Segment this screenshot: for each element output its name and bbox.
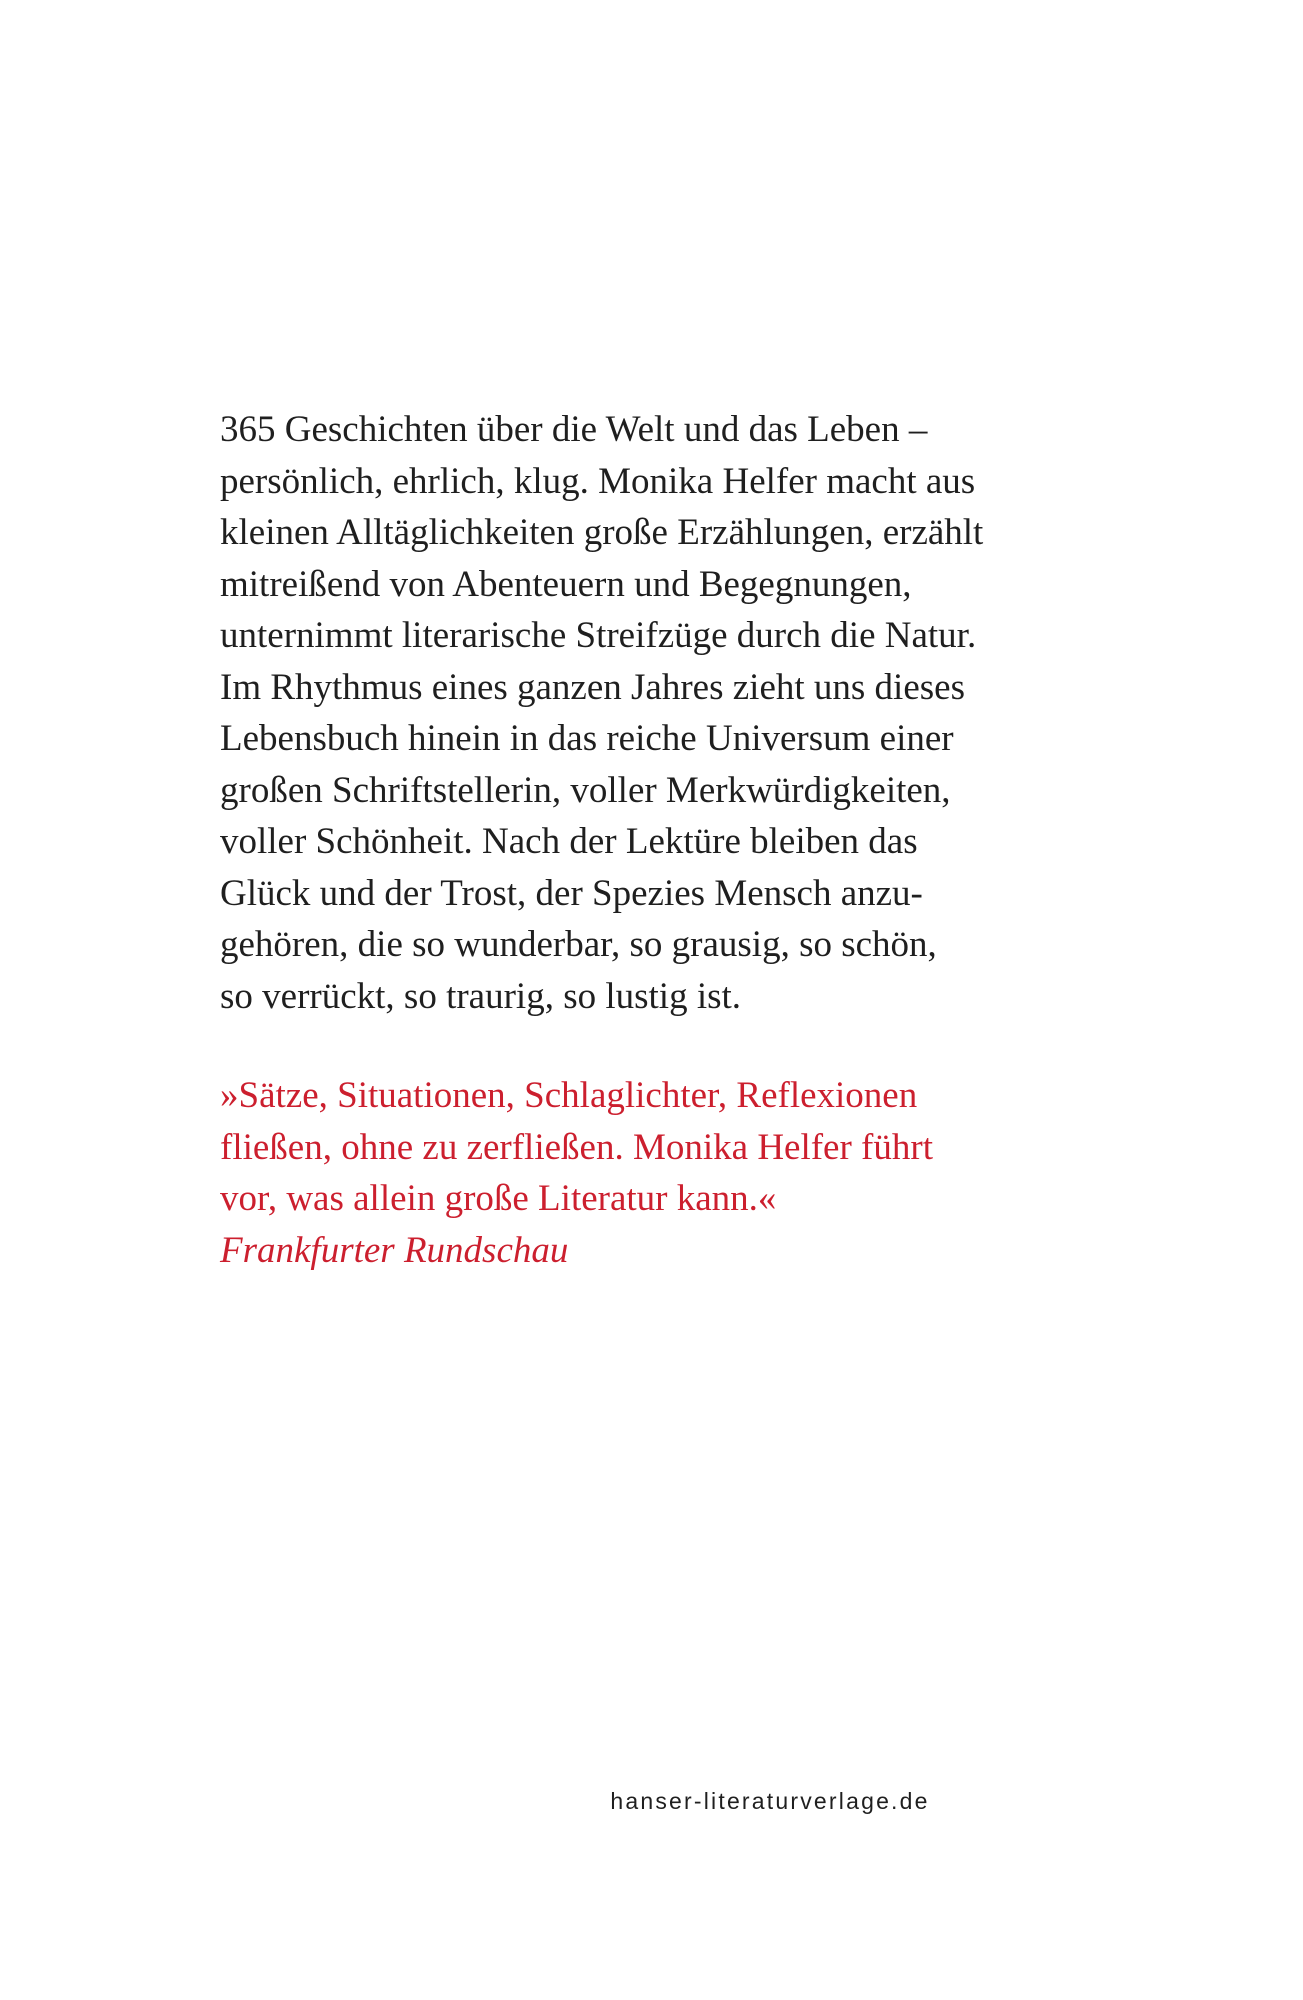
book-blurb xyxy=(220,404,1120,1022)
quote-line: fließen, ohne zu zerfließen. Monika Helfer führt xyxy=(220,1126,933,1168)
quote-source: Frankfurter Rundschau xyxy=(220,1229,569,1271)
blurb-line: 365 Geschichten über die Welt und das Leben – xyxy=(220,409,928,450)
quote-line: »Sätze, Situationen, Schlaglichter, Reflexionen xyxy=(220,1075,918,1116)
blurb-line: kleinen Alltäglichkeiten große Erzählungen, erzählt xyxy=(220,512,984,553)
blurb-line: persönlich, ehrlich, klug. Monika Helfer macht aus xyxy=(220,460,976,502)
blurb-line: Im Rhythmus eines ganzen Jahres zieht uns dieses xyxy=(220,666,965,708)
blurb-line: großen Schriftstellerin, voller Merkwürdigkeiten, xyxy=(220,769,951,811)
blurb-line: unternimmt literarische Streifzüge durch die Natur. xyxy=(220,615,977,656)
quote-line: vor, was allein große Literatur kann.« xyxy=(220,1178,777,1219)
press-quote xyxy=(220,1070,1120,1276)
blurb-line: gehören, die so wunderbar, so grausig, so schön, xyxy=(220,924,937,965)
blurb-line: Lebensbuch hinein in das reiche Universum einer xyxy=(220,718,954,759)
publisher-url: hanser-literaturverlage.de xyxy=(610,1788,930,1814)
blurb-line: voller Schönheit. Nach der Lektüre bleiben das xyxy=(220,821,918,862)
blurb-line: mitreißend von Abenteuern und Begegnungen, xyxy=(220,563,912,605)
blurb-line: so verrückt, so traurig, so lustig ist. xyxy=(220,975,742,1017)
blurb-line: Glück und der Trost, der Spezies Mensch anzu- xyxy=(220,872,923,914)
